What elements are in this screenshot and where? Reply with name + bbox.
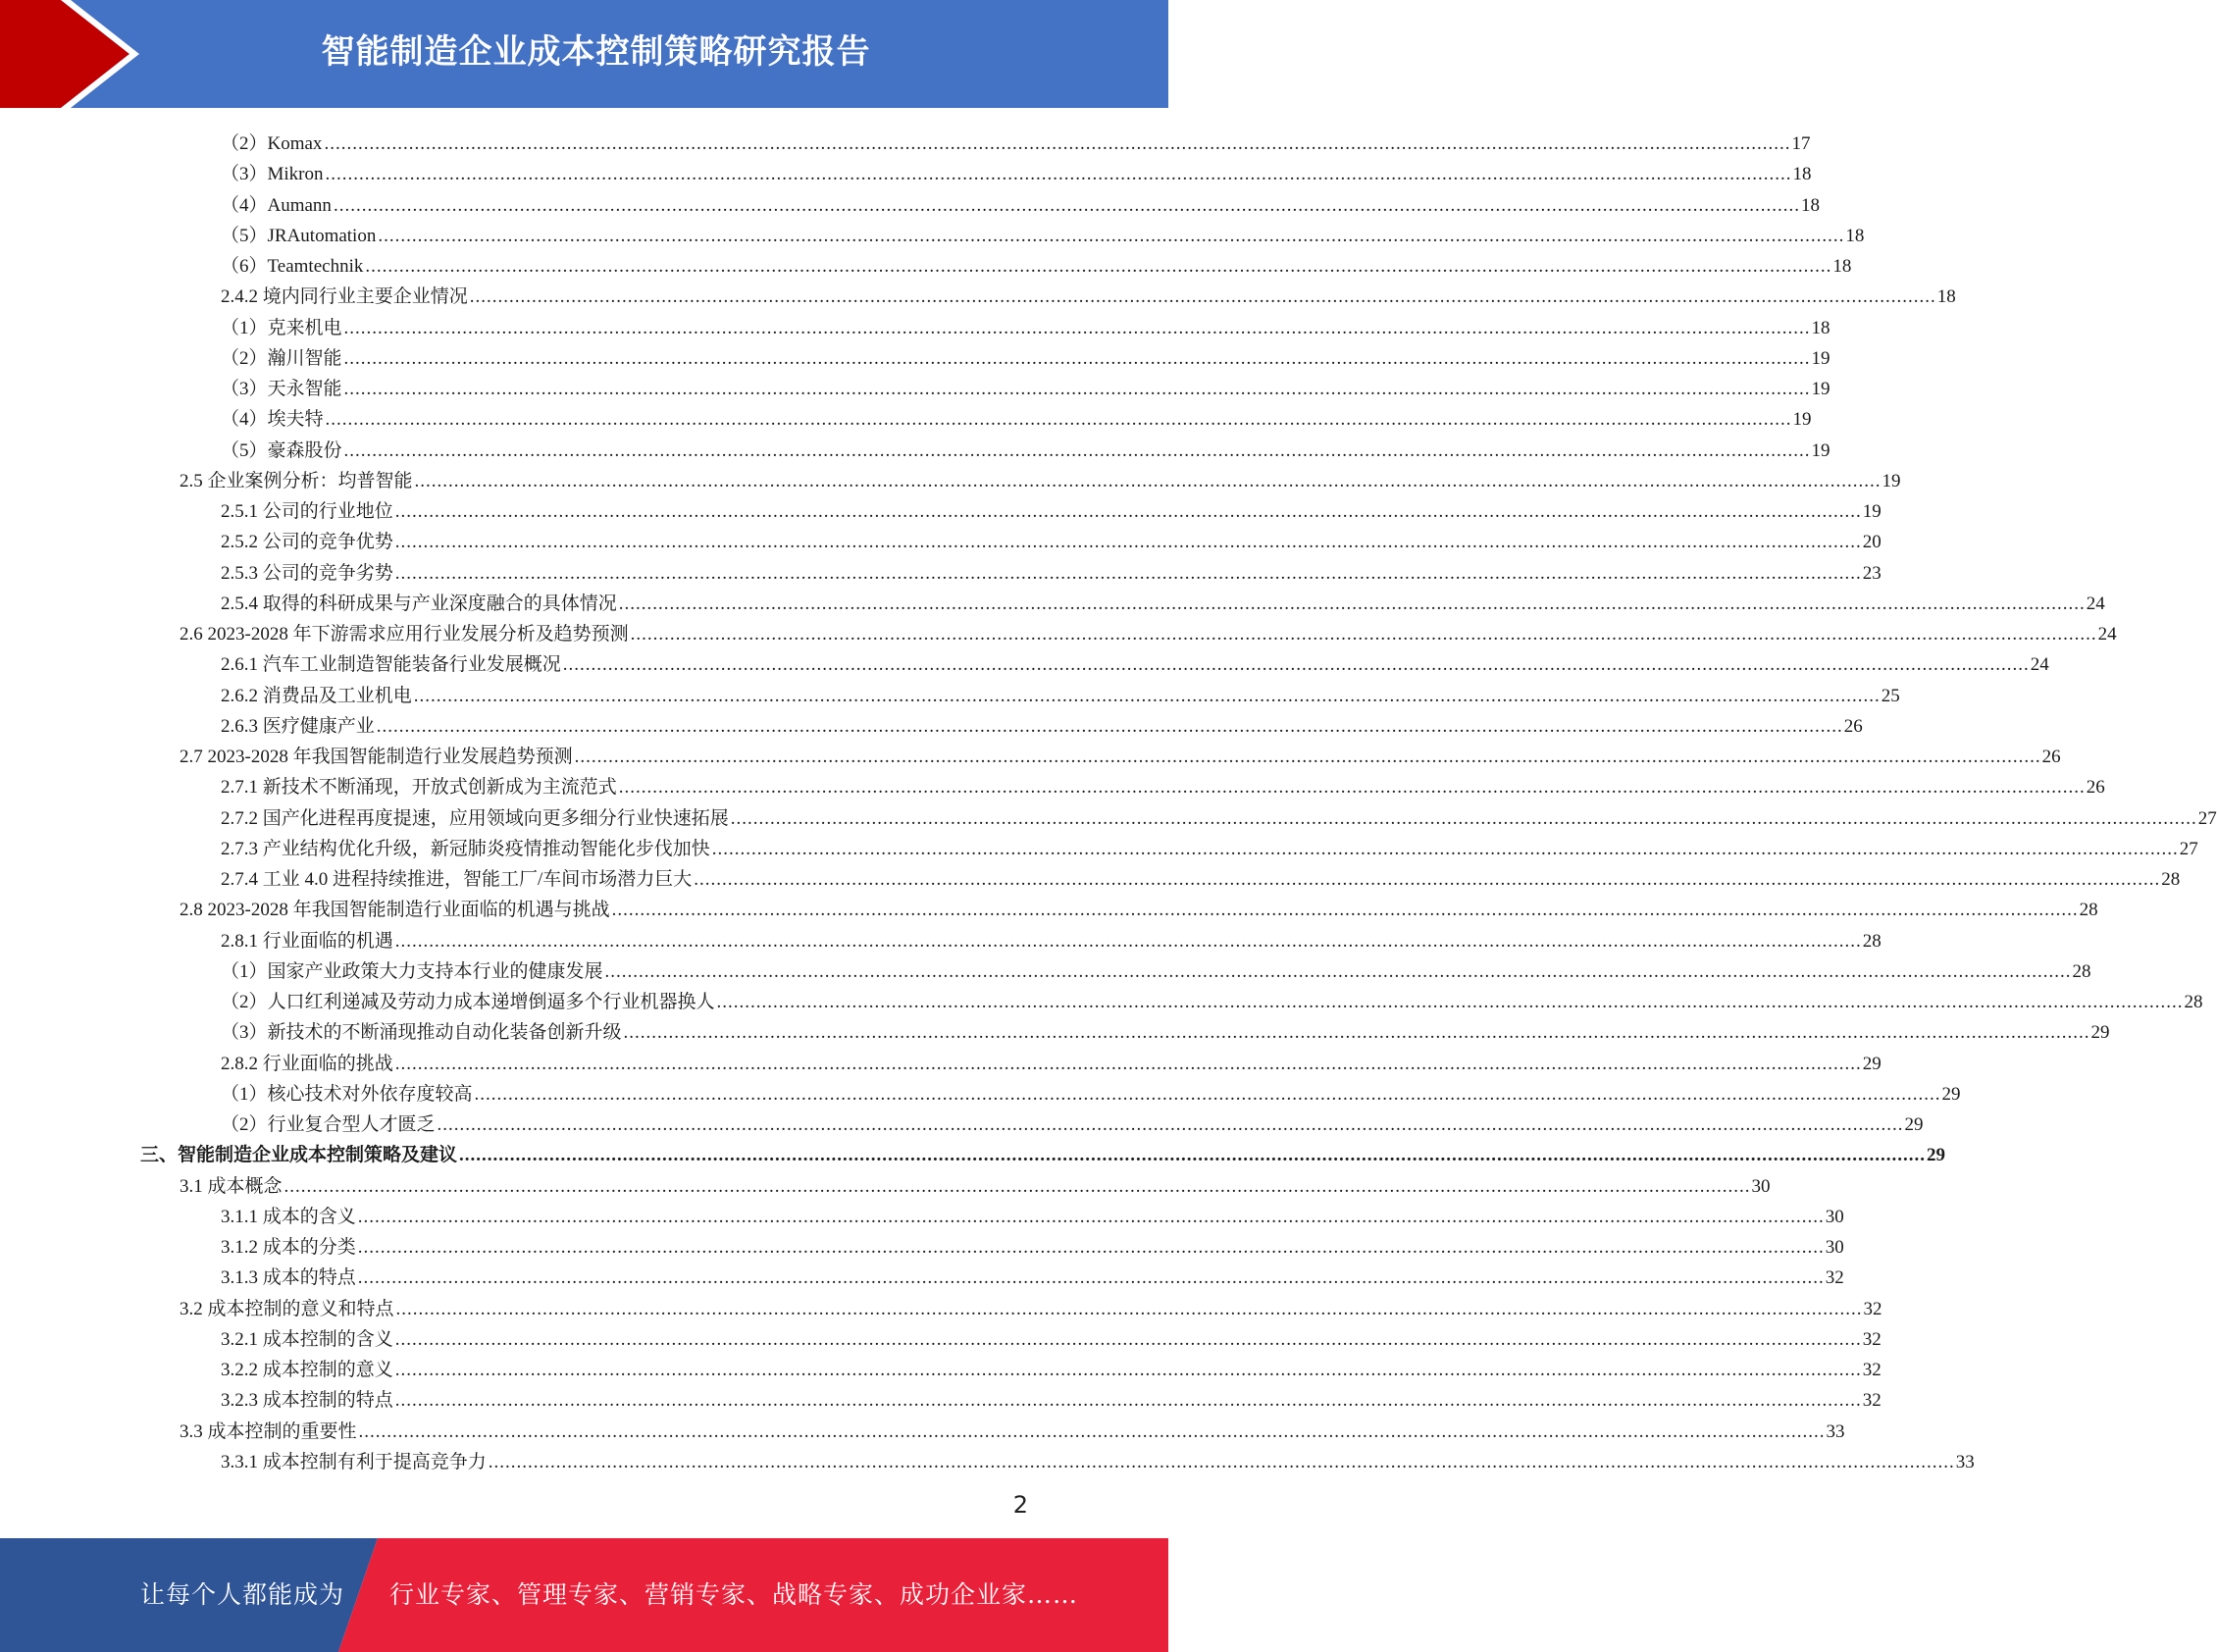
toc-entry-page: 30 xyxy=(1825,1237,1844,1258)
toc-dot-leader: .................................................................................................................................................................................................................................................................... xyxy=(394,1329,1862,1350)
page-header xyxy=(0,0,1168,108)
toc-entry[interactable] xyxy=(221,800,2217,831)
toc-entry[interactable] xyxy=(221,678,1900,708)
toc-entry-label: 2.7.1 新技术不断涌现，开放式创新成为主流范式 xyxy=(221,777,617,798)
toc-dot-leader: .................................................................................................................................................................................................................................................................... xyxy=(394,1360,1862,1380)
toc-entry-label: 三、智能制造企业成本控制策略及建议 xyxy=(140,1145,458,1165)
toc-entry-page: 27 xyxy=(2179,839,2198,859)
toc-entry[interactable] xyxy=(221,1046,1882,1076)
toc-entry-page: 28 xyxy=(2072,961,2091,982)
toc-entry-page: 19 xyxy=(1792,409,1812,430)
toc-dot-leader: .................................................................................................................................................................................................................................................................... xyxy=(378,226,1845,246)
toc-entry-label: 2.5.2 公司的竞争优势 xyxy=(221,532,393,552)
toc-entry-label: 3.2.1 成本控制的含义 xyxy=(221,1329,393,1350)
toc-entry-label: （5）JRAutomation xyxy=(221,226,377,246)
toc-entry-page: 32 xyxy=(1862,1390,1882,1411)
toc-entry-label: 3.2 成本控制的意义和特点 xyxy=(180,1299,394,1319)
toc-entry-page: 32 xyxy=(1863,1299,1882,1319)
toc-entry-label: 2.7.4 工业 4.0 进程持续推进，智能工厂/车间市场潜力巨大 xyxy=(221,869,693,890)
toc-entry-page: 19 xyxy=(1811,348,1830,369)
toc-entry[interactable] xyxy=(221,218,1865,248)
toc-entry-page: 29 xyxy=(1904,1114,1924,1135)
toc-entry-page: 29 xyxy=(1941,1084,1961,1105)
toc-entry[interactable] xyxy=(221,401,1812,432)
toc-entry[interactable] xyxy=(221,861,2181,892)
toc-entry-page: 18 xyxy=(1936,286,1956,307)
toc-entry-page: 33 xyxy=(1955,1452,1975,1472)
toc-entry[interactable] xyxy=(180,1291,1882,1321)
toc-entry-label: （3）Mikron xyxy=(221,164,324,184)
toc-dot-leader: .................................................................................................................................................................................................................................................................... xyxy=(357,1237,1825,1258)
toc-entry[interactable] xyxy=(180,739,2061,769)
toc-entry-page: 24 xyxy=(2086,594,2105,614)
report-title: 智能制造企业成本控制策略研究报告 xyxy=(321,32,871,72)
toc-entry[interactable] xyxy=(221,646,2049,677)
toc-dot-leader: .................................................................................................................................................................................................................................................................... xyxy=(343,440,1811,461)
toc-entry-page: 25 xyxy=(1881,686,1900,706)
toc-entry[interactable] xyxy=(221,708,1863,739)
toc-entry-label: （2）人口红利递减及劳动力成本递增倒逼多个行业机器换人 xyxy=(221,992,715,1012)
toc-entry-page: 26 xyxy=(2041,747,2061,767)
toc-entry-label: （3）新技术的不断涌现推动自动化装备创新升级 xyxy=(221,1022,622,1043)
page-number: 2 xyxy=(1012,1491,1028,1519)
toc-dot-leader: .................................................................................................................................................................................................................................................................... xyxy=(611,900,2079,920)
toc-entry[interactable] xyxy=(221,769,2105,800)
toc-dot-leader: .................................................................................................................................................................................................................................................................... xyxy=(459,1145,1927,1165)
toc-dot-leader: .................................................................................................................................................................................................................................................................... xyxy=(394,931,1862,952)
toc-entry[interactable] xyxy=(221,433,1830,463)
toc-entry-page: 32 xyxy=(1862,1329,1882,1350)
toc-entry[interactable] xyxy=(221,1229,1844,1260)
toc-dot-leader: .................................................................................................................................................................................................................................................................... xyxy=(716,992,2184,1012)
toc-entry-page: 28 xyxy=(2079,900,2098,920)
toc-dot-leader: .................................................................................................................................................................................................................................................................... xyxy=(357,1267,1825,1288)
toc-entry-page: 23 xyxy=(1862,563,1882,584)
toc-entry[interactable] xyxy=(221,187,1820,218)
toc-entry-label: （5）豪森股份 xyxy=(221,440,342,461)
toc-dot-leader: .................................................................................................................................................................................................................................................................... xyxy=(394,563,1862,584)
toc-entry-page: 28 xyxy=(2161,869,2181,890)
toc-entry[interactable] xyxy=(221,954,2091,984)
toc-entry[interactable] xyxy=(221,984,2203,1014)
toc-dot-leader: .................................................................................................................................................................................................................................................................... xyxy=(414,471,1882,491)
toc-entry[interactable] xyxy=(221,1260,1844,1290)
toc-entry-page: 26 xyxy=(1843,716,1863,737)
toc-entry[interactable] xyxy=(180,616,2117,646)
toc-entry-page: 28 xyxy=(2184,992,2203,1012)
toc-dot-leader: .................................................................................................................................................................................................................................................................... xyxy=(694,869,2161,890)
toc-entry[interactable] xyxy=(180,463,1901,493)
toc-entry[interactable] xyxy=(221,923,1882,954)
toc-entry-page: 28 xyxy=(1862,931,1882,952)
toc-entry[interactable] xyxy=(221,1382,1882,1413)
toc-dot-leader: .................................................................................................................................................................................................................................................................... xyxy=(394,532,1862,552)
toc-dot-leader: .................................................................................................................................................................................................................................................................... xyxy=(618,594,2086,614)
toc-dot-leader: .................................................................................................................................................................................................................................................................... xyxy=(343,348,1811,369)
toc-entry[interactable] xyxy=(180,892,2098,922)
toc-entry-page: 33 xyxy=(1826,1421,1845,1442)
toc-entry-label: 3.1.1 成本的含义 xyxy=(221,1207,356,1227)
toc-entry[interactable] xyxy=(221,1107,1924,1137)
toc-entry-label: 2.8.1 行业面临的机遇 xyxy=(221,931,393,952)
toc-entry-label: （3）天永智能 xyxy=(221,379,342,399)
toc-entry[interactable] xyxy=(221,310,1830,340)
toc-entry-page: 32 xyxy=(1825,1267,1844,1288)
toc-dot-leader: .................................................................................................................................................................................................................................................................... xyxy=(730,808,2197,829)
toc-dot-leader: .................................................................................................................................................................................................................................................................... xyxy=(394,501,1862,522)
toc-entry-label: （2）Komax xyxy=(221,133,323,154)
toc-entry-label: 2.5 企业案例分析：均普智能 xyxy=(180,471,413,491)
toc-dot-leader: .................................................................................................................................................................................................................................................................... xyxy=(574,747,2041,767)
toc-dot-leader: .................................................................................................................................................................................................................................................................... xyxy=(394,1054,1862,1074)
toc-dot-leader: .................................................................................................................................................................................................................................................................... xyxy=(343,379,1811,399)
toc-dot-leader: .................................................................................................................................................................................................................................................................... xyxy=(623,1022,2090,1043)
toc-dot-leader: .................................................................................................................................................................................................................................................................... xyxy=(618,777,2086,798)
toc-entry-page: 19 xyxy=(1882,471,1901,491)
toc-entry[interactable] xyxy=(180,1168,1771,1199)
toc-entry-label: 2.7.3 产业结构优化升级，新冠肺炎疫情推动智能化步伐加快 xyxy=(221,839,710,859)
toc-dot-leader: .................................................................................................................................................................................................................................................................... xyxy=(395,1299,1863,1319)
toc-entry-label: 3.3.1 成本控制有利于提高竞争力 xyxy=(221,1452,487,1472)
toc-dot-leader: .................................................................................................................................................................................................................................................................... xyxy=(284,1176,1751,1197)
toc-entry-page: 18 xyxy=(1811,318,1830,338)
toc-entry-label: （2）行业复合型人才匮乏 xyxy=(221,1114,436,1135)
toc-entry-page: 29 xyxy=(1927,1145,1946,1165)
toc-entry-page: 24 xyxy=(2030,654,2049,675)
toc-entry[interactable] xyxy=(221,248,1852,279)
toc-entry-label: （6）Teamtechnik xyxy=(221,256,364,277)
toc-dot-leader: .................................................................................................................................................................................................................................................................... xyxy=(469,286,1936,307)
toc-dot-leader: .................................................................................................................................................................................................................................................................... xyxy=(562,654,2030,675)
toc-entry-page: 20 xyxy=(1862,532,1882,552)
toc-entry-label: 3.2.2 成本控制的意义 xyxy=(221,1360,393,1380)
toc-entry[interactable] xyxy=(221,555,1882,586)
toc-entry-label: 2.5.3 公司的竞争劣势 xyxy=(221,563,393,584)
toc-entry-page: 27 xyxy=(2197,808,2217,829)
toc-entry[interactable] xyxy=(221,586,2105,616)
toc-entry[interactable] xyxy=(221,156,1812,186)
toc-entry-label: 3.1 成本概念 xyxy=(180,1176,283,1197)
footer-slogan-right: 行业专家、管理专家、营销专家、战略专家、成功企业家…… xyxy=(389,1580,1079,1609)
toc-entry-label: 2.6.3 医疗健康产业 xyxy=(221,716,375,737)
toc-entry[interactable] xyxy=(221,1352,1882,1382)
toc-entry[interactable] xyxy=(221,493,1882,524)
toc-entry[interactable] xyxy=(221,371,1830,401)
toc-dot-leader: .................................................................................................................................................................................................................................................................... xyxy=(376,716,1843,737)
toc-entry-page: 18 xyxy=(1845,226,1865,246)
toc-dot-leader: .................................................................................................................................................................................................................................................................... xyxy=(630,624,2097,645)
toc-dot-leader: .................................................................................................................................................................................................................................................................... xyxy=(333,195,1800,216)
toc-entry-label: （1）国家产业政策大力支持本行业的健康发展 xyxy=(221,961,603,982)
page-footer xyxy=(0,1538,1168,1652)
toc-entry-page: 19 xyxy=(1862,501,1882,522)
toc-entry-page: 30 xyxy=(1751,1176,1771,1197)
toc-entry-label: 2.8.2 行业面临的挑战 xyxy=(221,1054,393,1074)
toc-entry[interactable] xyxy=(221,126,1811,156)
toc-entry-label: 2.6 2023-2028 年下游需求应用行业发展分析及趋势预测 xyxy=(180,624,629,645)
toc-entry[interactable] xyxy=(221,1444,1975,1474)
toc-entry-page: 19 xyxy=(1811,440,1830,461)
toc-entry-label: （1）核心技术对外依存度较高 xyxy=(221,1084,473,1105)
toc-entry-page: 18 xyxy=(1792,164,1812,184)
toc-entry-label: 2.6.2 消费品及工业机电 xyxy=(221,686,412,706)
toc-entry-label: （4）Aumann xyxy=(221,195,332,216)
toc-dot-leader: .................................................................................................................................................................................................................................................................... xyxy=(358,1421,1826,1442)
toc-entry-page: 19 xyxy=(1811,379,1830,399)
toc-dot-leader: .................................................................................................................................................................................................................................................................... xyxy=(357,1207,1825,1227)
toc-entry[interactable] xyxy=(140,1137,1946,1167)
toc-entry-label: （1）克来机电 xyxy=(221,318,342,338)
toc-entry-label: 3.1.2 成本的分类 xyxy=(221,1237,356,1258)
toc-dot-leader: .................................................................................................................................................................................................................................................................... xyxy=(394,1390,1862,1411)
toc-dot-leader: .................................................................................................................................................................................................................................................................... xyxy=(325,164,1792,184)
toc-dot-leader: .................................................................................................................................................................................................................................................................... xyxy=(413,686,1881,706)
toc-entry-page: 29 xyxy=(2090,1022,2110,1043)
toc-entry-page: 29 xyxy=(1862,1054,1882,1074)
toc-dot-leader: .................................................................................................................................................................................................................................................................... xyxy=(324,133,1791,154)
toc-dot-leader: .................................................................................................................................................................................................................................................................... xyxy=(325,409,1792,430)
toc-entry[interactable] xyxy=(221,1199,1844,1229)
toc-entry[interactable] xyxy=(180,1414,1845,1444)
toc-dot-leader: .................................................................................................................................................................................................................................................................... xyxy=(488,1452,1955,1472)
footer-slogan-left: 让每个人都能成为 xyxy=(140,1580,345,1609)
toc-entry[interactable] xyxy=(221,1076,1961,1107)
toc-entry-page: 32 xyxy=(1862,1360,1882,1380)
toc-entry-label: 2.7.2 国产化进程再度提速，应用领域向更多细分行业快速拓展 xyxy=(221,808,729,829)
toc-entry-label: 2.7 2023-2028 年我国智能制造行业发展趋势预测 xyxy=(180,747,573,767)
toc-dot-leader: .................................................................................................................................................................................................................................................................... xyxy=(604,961,2072,982)
toc-dot-leader: .................................................................................................................................................................................................................................................................... xyxy=(365,256,1832,277)
toc-entry-label: 3.1.3 成本的特点 xyxy=(221,1267,356,1288)
toc-entry-label: 3.3 成本控制的重要性 xyxy=(180,1421,357,1442)
toc-dot-leader: .................................................................................................................................................................................................................................................................... xyxy=(437,1114,1904,1135)
toc-entry[interactable] xyxy=(221,1014,2110,1045)
toc-dot-leader: .................................................................................................................................................................................................................................................................... xyxy=(474,1084,1941,1105)
toc-entry-page: 17 xyxy=(1791,133,1811,154)
toc-entry[interactable] xyxy=(221,1321,1882,1352)
toc-entry-label: 2.5.4 取得的科研成果与产业深度融合的具体情况 xyxy=(221,594,617,614)
toc-entry-label: （2）瀚川智能 xyxy=(221,348,342,369)
toc-entry-label: 2.5.1 公司的行业地位 xyxy=(221,501,393,522)
toc-dot-leader: .................................................................................................................................................................................................................................................................... xyxy=(711,839,2179,859)
toc-entry[interactable] xyxy=(221,279,1956,309)
toc-entry-page: 30 xyxy=(1825,1207,1844,1227)
toc-entry-page: 18 xyxy=(1832,256,1852,277)
toc-entry[interactable] xyxy=(221,524,1882,554)
toc-dot-leader: .................................................................................................................................................................................................................................................................... xyxy=(343,318,1811,338)
toc-entry-label: 2.4.2 境内同行业主要企业情况 xyxy=(221,286,468,307)
toc-entry-page: 24 xyxy=(2097,624,2117,645)
toc-entry-label: 3.2.3 成本控制的特点 xyxy=(221,1390,393,1411)
toc-entry-page: 26 xyxy=(2086,777,2105,798)
toc-entry[interactable] xyxy=(221,340,1830,371)
toc-entry-page: 18 xyxy=(1800,195,1820,216)
toc-entry-label: 2.8 2023-2028 年我国智能制造行业面临的机遇与挑战 xyxy=(180,900,610,920)
toc-entry[interactable] xyxy=(221,831,2198,861)
toc-entry-label: （4）埃夫特 xyxy=(221,409,324,430)
toc-entry-label: 2.6.1 汽车工业制造智能装备行业发展概况 xyxy=(221,654,561,675)
